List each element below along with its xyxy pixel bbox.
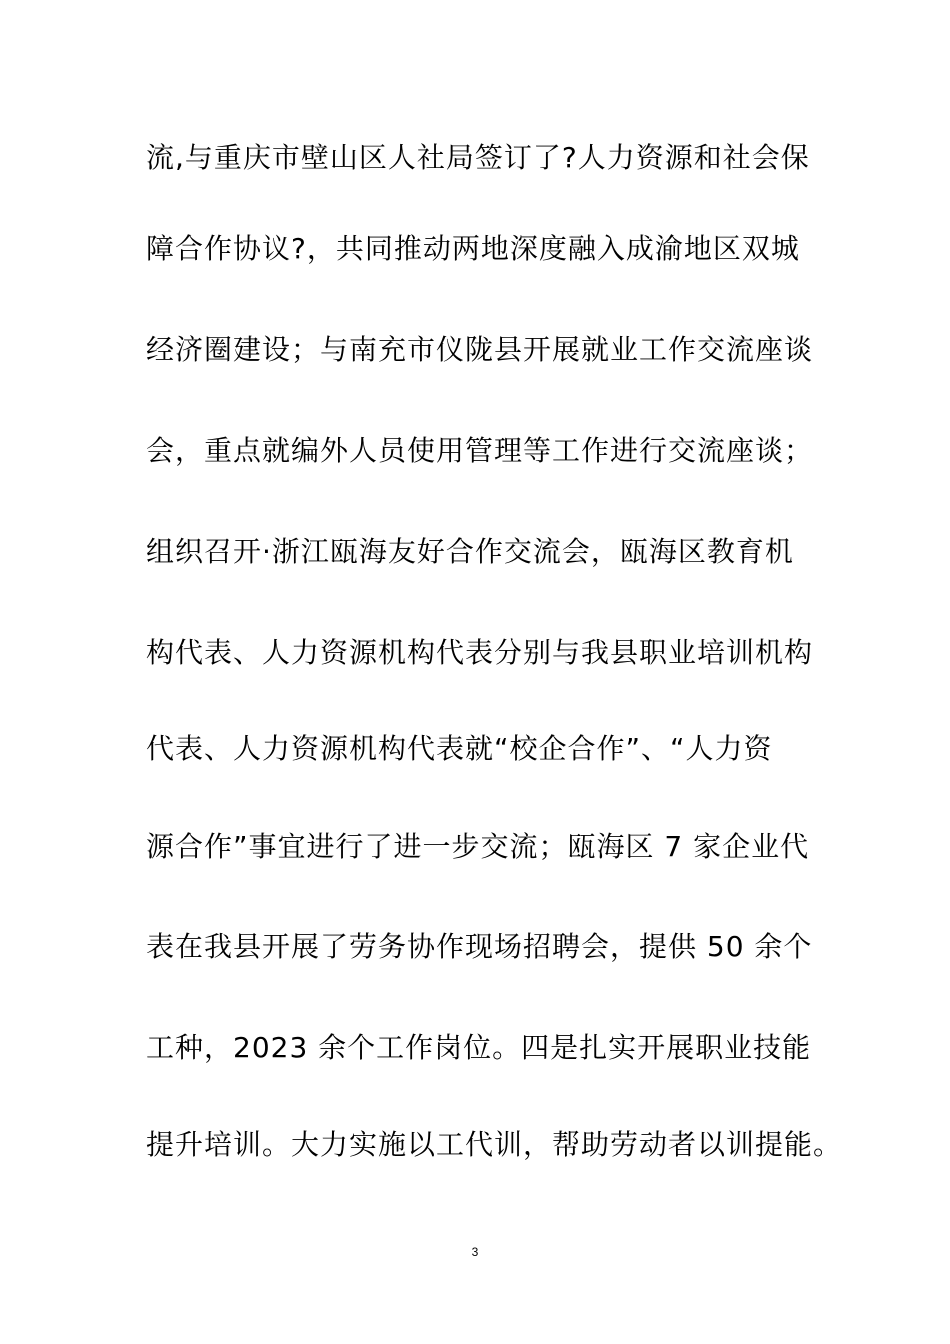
text-line-2: 障合作协议?，共同推动两地深度融入成渝地区双城	[146, 232, 800, 265]
text-line-7: 代表、人力资源机构代表就“校企合作”、“人力资	[146, 732, 773, 765]
text-line-1: 流,与重庆市壁山区人社局签订了?人力资源和社会保	[146, 141, 810, 174]
text-line-11: 提升培训。大力实施以工代训，帮助劳动者以训提能。	[146, 1128, 843, 1161]
text-line-3: 经济圈建设；与南充市仪陇县开展就业工作交流座谈	[146, 333, 814, 366]
text-line-5: 组织召开·浙江瓯海友好合作交流会，瓯海区教育机	[146, 535, 794, 568]
text-line-4: 会，重点就编外人员使用管理等工作进行交流座谈；	[146, 434, 814, 467]
text-line-6: 构代表、人力资源机构代表分别与我县职业培训机构	[146, 636, 814, 669]
text-line-8: 源合作”事宜进行了进一步交流；瓯海区 7 家企业代	[146, 830, 810, 863]
text-line-10: 工种，2023 余个工作岗位。四是扎实开展职业技能	[146, 1031, 812, 1064]
text-line-9: 表在我县开展了劳务协作现场招聘会，提供 50 余个	[146, 930, 813, 963]
page-number: 3	[471, 1245, 479, 1259]
